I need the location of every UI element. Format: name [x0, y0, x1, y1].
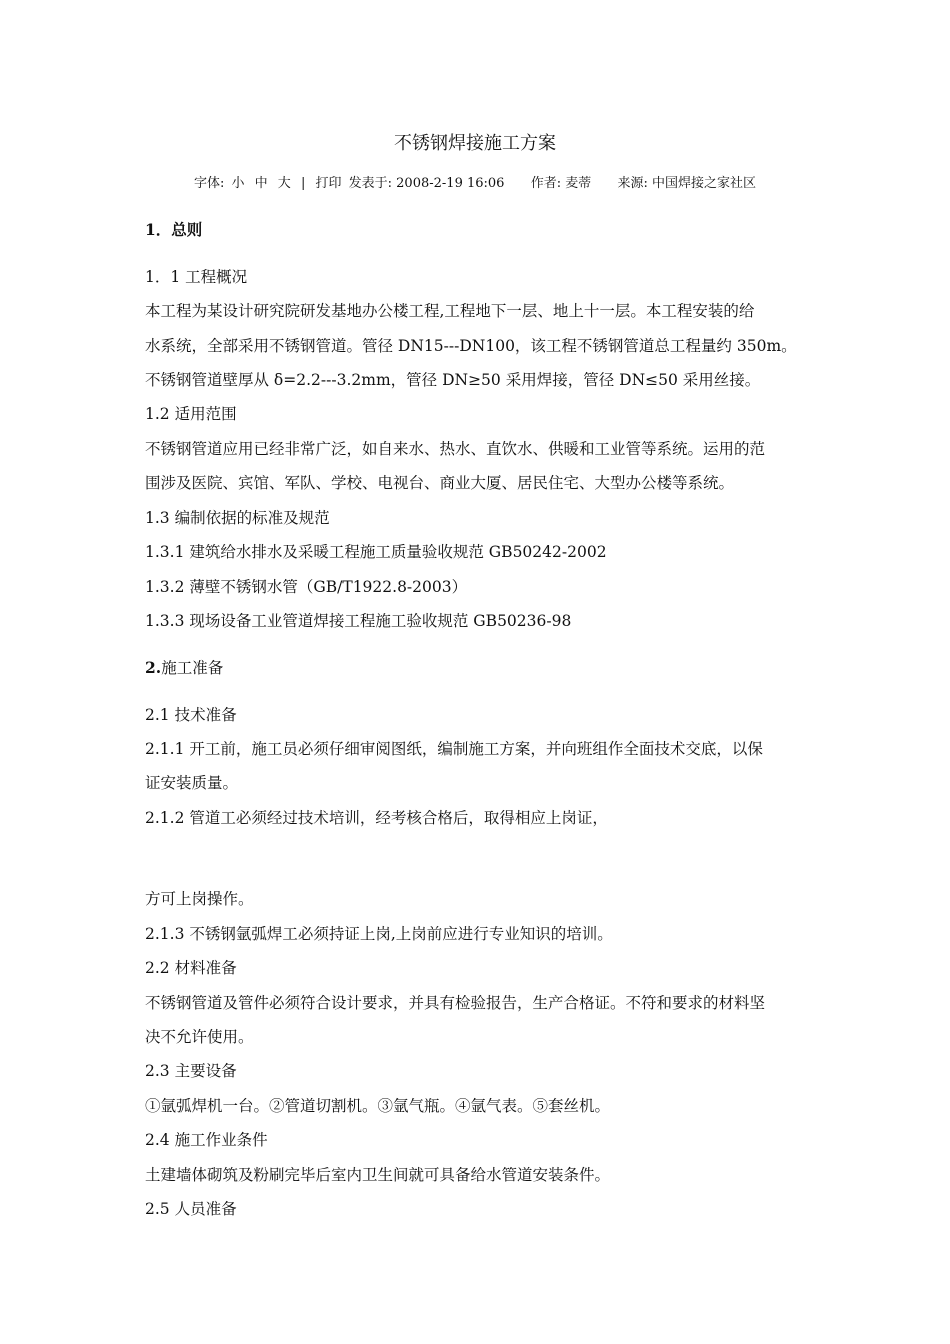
paragraph-line: 不锈钢管道应用已经非常广泛，如自来水、热水、直饮水、供暖和工业管等系统。运用的范 — [145, 440, 766, 458]
author: 作者: 麦蒂 — [530, 176, 592, 191]
paragraph-line: 不锈钢管道及管件必须符合设计要求，并具有检验报告，生产合格证。不符和要求的材料坚 — [145, 994, 766, 1012]
paragraph-line: 水系统，全部采用不锈钢管道。管径 DN15---DN100，该工程不锈钢管道总工程量约 350m。 — [145, 337, 797, 355]
heading-personnel: 2.5 人员准备 — [145, 1200, 237, 1218]
heading-materials: 2.2 材料准备 — [145, 959, 237, 977]
article-meta — [0, 174, 950, 194]
paragraph-line: 围涉及医院、宾馆、军队、学校、电视台、商业大厦、居民住宅、大型办公楼等系统。 — [145, 474, 735, 492]
paragraph-line: 方可上岗操作。 — [145, 890, 254, 908]
font-size-medium-link[interactable]: 中 — [254, 176, 268, 191]
paragraph-line: 2.1.2 管道工必须经过技术培训，经考核合格后，取得相应上岗证， — [145, 809, 608, 827]
paragraph-line: 2.1.3 不锈钢氩弧焊工必须持证上岗,上岗前应进行专业知识的培训。 — [145, 925, 613, 943]
paragraph-line: 决不允许使用。 — [145, 1028, 254, 1046]
heading-conditions: 2.4 施工作业条件 — [145, 1131, 268, 1149]
paragraph-line: 不锈钢管道壁厚从 δ=2.2---3.2mm，管径 DN≥50 采用焊接，管径 DN≤50 采用丝接。 — [145, 371, 761, 389]
font-size-label: 字体: — [193, 176, 225, 191]
standard-item: 1.3.2 薄壁不锈钢水管（GB/T1922.8-2003） — [145, 578, 468, 596]
font-size-large-link[interactable]: 大 — [277, 176, 291, 191]
paragraph-line: 土建墙体砌筑及粉刷完毕后室内卫生间就可具备给水管道安装条件。 — [145, 1166, 611, 1184]
heading-overview: 1．1 工程概况 — [145, 268, 248, 286]
posted-date: 发表于: 2008-2-19 16:06 — [348, 176, 505, 191]
font-size-small-link[interactable]: 小 — [231, 176, 245, 191]
heading-general: 1．总则 — [145, 220, 203, 239]
source: 来源: 中国焊接之家社区 — [617, 176, 757, 191]
paragraph-line: 2.1.1 开工前，施工员必须仔细审阅图纸，编制施工方案，并向班组作全面技术交底，以保 — [145, 740, 763, 758]
paragraph-line: 证安装质量。 — [145, 774, 239, 792]
meta-separator: | — [300, 176, 306, 191]
print-link[interactable]: 打印 — [315, 176, 342, 191]
paragraph-line: 本工程为某设计研究院研发基地办公楼工程,工程地下一层、地上十一层。本工程安装的给 — [145, 302, 755, 320]
heading-equipment: 2.3 主要设备 — [145, 1062, 237, 1080]
standard-item: 1.3.1 建筑给水排水及采暖工程施工质量验收规范 GB50242-2002 — [145, 543, 607, 561]
heading-standards: 1.3 编制依据的标准及规范 — [145, 509, 330, 527]
heading-tech-prep: 2.1 技术准备 — [145, 706, 237, 724]
document-title: 不锈钢焊接施工方案 — [394, 133, 556, 154]
standard-item: 1.3.3 现场设备工业管道焊接工程施工验收规范 GB50236-98 — [145, 612, 572, 630]
heading-scope: 1.2 适用范围 — [145, 405, 237, 423]
equipment-list: ①氩弧焊机一台。②管道切割机。③氩气瓶。④氩气表。⑤套丝机。 — [145, 1097, 611, 1115]
heading-preparation: 2.施工准备 — [145, 658, 224, 677]
